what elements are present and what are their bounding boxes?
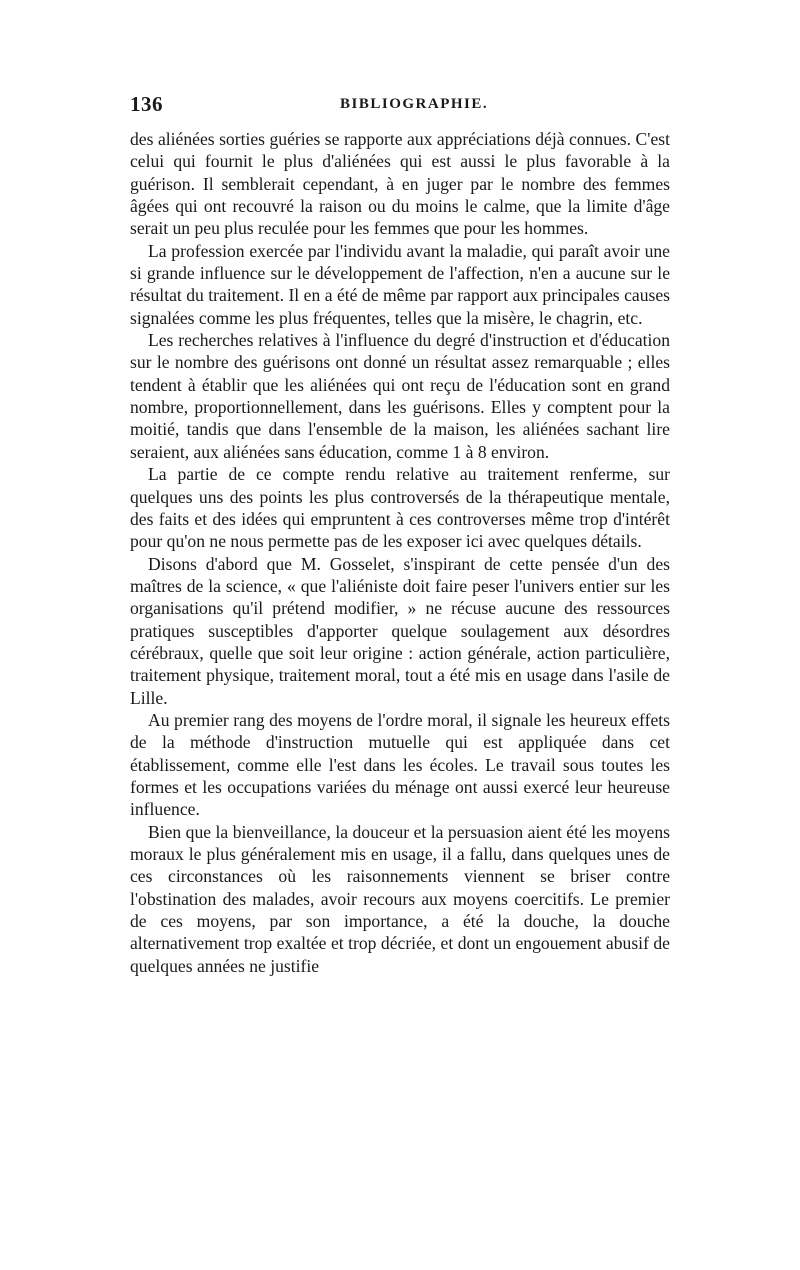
paragraph: Les recherches relatives à l'influence du degré d'instruction et d'éducation sur le nombre des guérisons ont donné un résultat assez remarquable ; elles tendent à établir que les aliénées qui ont reçu de l'éducation sont en grand nombre, proportionnellement, dans les guérisons. Elles y comptent pour la moitié, tandis que dans l'ensemble de la maison, les aliénées sachant lire seraient, aux aliénées sans éducation, comme 1 à 8 environ.: [130, 330, 670, 462]
paragraph-continuation: des aliénées sorties guéries se rapporte aux appréciations déjà connues. C'est celui qui fournit le plus d'aliénées qui est aussi le plus favorable à la guérison. Il semblerait cependant, à en juger par le nombre des femmes âgées qui ont recouvré la raison ou du moins le calme, que la limite d'âge serait un peu plus reculée pour les femmes que pour les hommes.: [130, 129, 670, 239]
page-number: 136: [130, 92, 163, 116]
paragraph: La partie de ce compte rendu relative au traitement renferme, sur quelques uns des points les plus controversés de la thérapeutique mentale, des faits et des idées qui empruntent à ces controverses même trop d'intérêt pour qu'on ne nous permette pas de les exposer ici avec quelques détails.: [130, 464, 670, 552]
book-page: [130, 92, 670, 977]
body-text: [130, 128, 670, 977]
paragraph: La profession exercée par l'individu avant la maladie, qui paraît avoir une si grande influence sur le développement de l'affection, n'en a aucune sur le résultat du traitement. Il en a été de même par rapport aux principales causes signalées comme les plus fréquentes, telles que la misère, le chagrin, etc.: [130, 240, 670, 328]
running-title: BIBLIOGRAPHIE.: [340, 96, 489, 112]
paragraph: Bien que la bienveillance, la douceur et la persuasion aient été les moyens moraux le plus généralement mis en usage, il a fallu, dans quelques unes de ces circonstances où les raisonnements viennent se briser contre l'obstination des malades, avoir recours aux moyens coercitifs. Le premier de ces moyens, par son importance, a été la douche, la douche alternativement trop exaltée et trop décriée, et dont un engouement abusif de quelques années ne justifie: [130, 821, 670, 976]
paragraph: Au premier rang des moyens de l'ordre moral, il signale les heureux effets de la méthode d'instruction mutuelle qui est appliquée dans cet établissement, comme elle l'est dans les écoles. Le travail sous toutes les formes et les occupations variées du ménage ont aussi exercé leur heureuse influence.: [130, 709, 670, 820]
running-head: [130, 92, 670, 120]
paragraph: Disons d'abord que M. Gosselet, s'inspirant de cette pensée d'un des maîtres de la science, « que l'aliéniste doit faire peser l'univers entier sur les organisations qu'il prétend modifier, » ne récuse aucune des ressources pratiques susceptibles d'apporter quelque soulagement aux désordres cérébraux, quelle que soit leur origine : action générale, action particulière, traitement physique, traitement moral, tout a été mis en usage dans l'asile de Lille.: [130, 553, 670, 708]
